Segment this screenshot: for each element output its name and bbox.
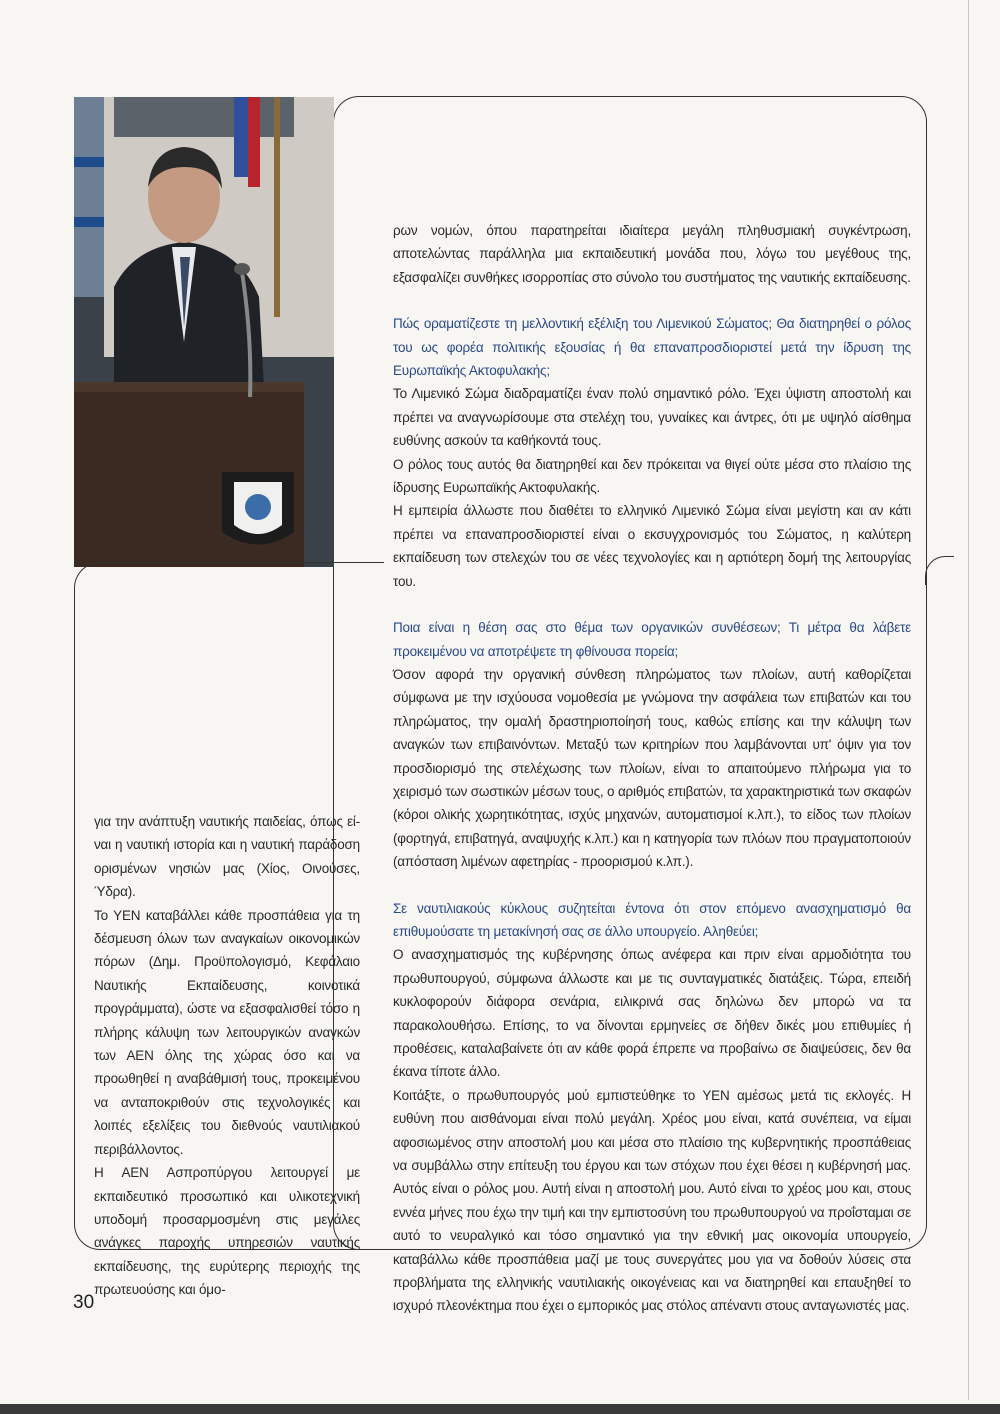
left-paragraph-1: για την ανάπτυξη ναυτικής παιδείας, όπως εί-ναι η ναυτική ιστορία και η ναυτική παράδοση ορισμένων νησιών μας (Χίος, Οινούσες, Ύδρα). — [94, 814, 360, 900]
left-column — [94, 810, 360, 1302]
speaker-photo — [74, 97, 334, 567]
answer-1b: Ο ρόλος τους αυτός θα διατηρηθεί και δεν πρόκειται να θιγεί ούτε μέσα στο πλαίσιο της ίδρυσης Ευρωπαϊκής Ακτοφυλακής. — [393, 456, 911, 496]
answer-1a: Το Λιμενικό Σώμα διαδραματίζει έναν πολύ σημαντικό ρόλο. Έχει ύψιστη αποστολή και πρέπει να αναγνωρίσουμε στα στελέχη του, γυναίκες και άντρες, ότι με υψηλό αίσθημα ευθύνης ασκούν τα καθήκοντά τους. — [393, 386, 911, 449]
right-column — [393, 219, 911, 1318]
bottom-bar — [0, 1404, 1000, 1414]
question-1: Πώς οραματίζεστε τη μελλοντική εξέλιξη του Λιμενικού Σώματος; Θα διατηρηθεί ο ρόλος του ως φορέα πολιτικής εξουσίας ή θα επαναπροσδιοριστεί μετά την ίδρυση της Ευρωπαϊκής Ακτοφυλακής; — [393, 316, 911, 379]
left-paragraph-3: Η ΑΕΝ Ασπροπύργου λειτουργεί με εκπαιδευτικό προσωπικό και υλικοτεχνική υποδομή προσαρμοσμένη στις μεγάλες ανάγκες παροχής υπηρεσιών ναυτικής εκπαίδευσης, της ευρύτερης περιοχής της πρωτευούσης και όμο- — [94, 1165, 360, 1298]
page-number: 30 — [73, 1292, 95, 1313]
question-2: Ποια είναι η θέση σας στο θέμα των οργανικών συνθέσεων; Τι μέτρα θα λάβετε προκειμένου να αποτρέψετε τη φθίνουσα πορεία; — [393, 620, 911, 659]
intro-paragraph: ρων νομών, όπου παρατηρείται ιδιαίτερα μεγάλη πληθυσμιακή συγκέντρωση, αποτελώντας παράλληλα μια εκπαιδευτική μονάδα που, λόγω του μεγέθους της, εξασφαλίζει συνθήκες ισορροπίας στο σύνολο του συστήματος της ναυτικής εκπαίδευσης. — [393, 223, 911, 285]
page-edge — [968, 0, 969, 1400]
answer-3b: Κοιτάξτε, ο πρωθυπουργός μού εμπιστεύθηκε το ΥΕΝ αμέσως μετά τις εκλογές. Η ευθύνη που αισθάνομαι είναι πολύ μεγάλη. Χρέος μου είναι, κατά συνέπεια, να είμαι αφοσιωμένος στην αποστολή μου και μέσα στο πλαίσιο της κυβερνητικής προσπάθειας να συμβάλλω στην επίτευξη του έργου και των στόχων που έχει θέσει η κυβέρνησή μας. Αυτός είναι ο ρόλος μου. Αυτή είναι η αποστολή μου. Αυτό είναι το χρέος μου και, στους εννέα μήνες που έχω την τιμή και την εμπιστοσύνη του πρωθυπουργού να προΐσταμαι σε αυτό το νευραλγικό και τόσο σημαντικό για την εθνική μας οικονομία υπουργείο, καταβάλλω κάθε προσπάθεια μαζί με τους συνεργάτες μου για να δοθούν λύσεις στα προβλήματα της ελληνικής ναυτιλιακής οικογένειας και να διατηρηθεί και επαυξηθεί το ισχυρό πλεονέκτημα που έχει ο εμπορικός μας στόλος απέναντι στους ανταγωνιστές μας. — [393, 1087, 911, 1314]
answer-2a: Όσον αφορά την οργανική σύνθεση πληρώματος των πλοίων, αυτή καθορίζεται σύμφωνα με την ισχύουσα νομοθεσία με γνώμονα την ασφάλεια των επιβατών και του πληρώματος, την ομαλή δραστηριοποίησή τους, καθώς επίσης και την κάλυψη των αναγκών των επιβαινόντων. Μεταξύ των κριτηρίων που λαμβάνονται υπ' όψιν για τον προσδιορισμό της στελέχωσης των πλοίων, είναι το απαιτούμενο πλήρωμα για το χειρισμό των σωστικών μέσων τους, ο αριθμός επιβατών, τα χαρακτηριστικά των σκαφών (κόροι ολικής χωρητικότητας, ισχύς μηχανών, αυτοματισμοί κ.λπ.), το είδος των πλοίων (φορτηγά, επιβατηγά, αναψυχής κ.λπ.) και η κατηγορία των πλόων που πραγματοποιούν (απόσταση λιμένων αφετηρίας - προορισμού κ.λπ.). — [393, 666, 911, 870]
answer-3a: Ο ανασχηματισμός της κυβέρνησης όπως ανέφερα και πριν είναι αρμοδιότητα του πρωθυπουργού, σύμφωνα άλλωστε και με τις συνταγματικές διατάξεις. Τώρα, επειδή κυκλοφορούν διάφορα σενάρια, ειλικρινά σας δηλώνω δεν μπορώ να τα παρακολουθήσω. Επίσης, το να δίνονται ερμηνείες σε δήθεν δικές μου επιθυμίες ή προθέσεις, καταλαβαίνετε ότι αν κάθε φορά έπρεπε να προβαίνω σε διαψεύσεις, δεν θα έκανα τίποτε άλλο. — [393, 947, 911, 1080]
left-paragraph-2: Το ΥΕΝ καταβάλλει κάθε προσπάθεια για τη δέσμευση όλων των αναγκαίων οικονομικών πόρων (Δημ. Προϋπολογισμό, Κεφάλαιο Ναυτικής Εκπαίδευσης, κοινοτικά προγράμματα), ώστε να εξασφαλισθεί τόσο η πλήρης κάλυψη των λειτουργικών αναγκών των ΑΕΝ όλης της χώρας όσο και να προωθηθεί η αναβάθμισή τους, προκειμένου να ανταποκριθούν στις τεχνολογικές και λοιπές εξελίξεις του διεθνούς ναυτιλιακού περιβάλλοντος. — [94, 907, 360, 1157]
question-3: Σε ναυτιλιακούς κύκλους συζητείται έντονα ότι στον επόμενο ανασχηματισμό θα επιθυμούσατε τη μετακίνησή σας σε άλλο υπουργείο. Αληθεύει; — [393, 900, 911, 939]
frame-notch — [925, 556, 954, 585]
answer-1c: Η εμπειρία άλλωστε που διαθέτει το ελληνικό Λιμενικό Σώμα είναι μεγίστη και αν κάτι πρέπει να επαναπροσδιοριστεί είναι ο εκσυγχρονισμός του Σώματος, η καλύτερη εκπαίδευση των στελεχών του σε νέες τεχνολογίες και η αρτιότερη δομή της λειτουργίας του. — [393, 503, 911, 589]
